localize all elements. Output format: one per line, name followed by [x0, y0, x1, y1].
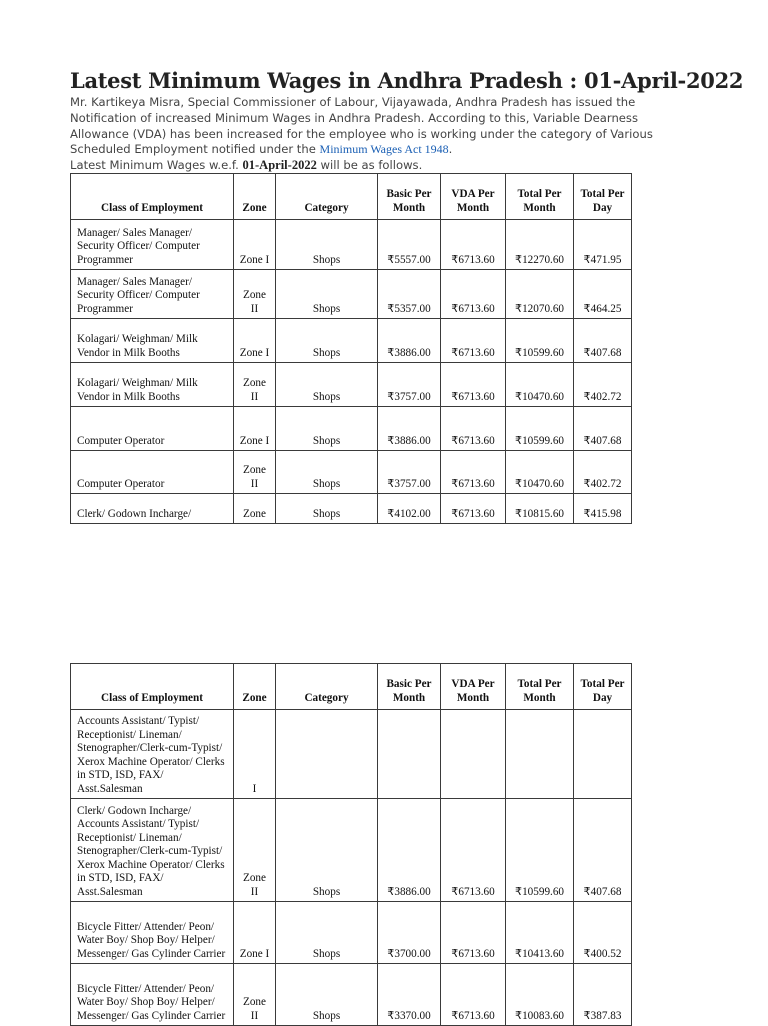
- category-cell: Shops: [276, 270, 378, 319]
- col-header-vda: VDA Per Month: [441, 174, 506, 220]
- zone-cell: Zone I: [234, 220, 276, 270]
- total-day-cell: [574, 710, 632, 799]
- total-month-cell: ₹10815.60: [506, 494, 574, 524]
- vda-cell: ₹6713.60: [441, 319, 506, 363]
- vda-cell: ₹6713.60: [441, 902, 506, 964]
- zone-cell: Zone: [234, 494, 276, 524]
- vda-cell: ₹6713.60: [441, 363, 506, 407]
- table-row: [71, 451, 632, 494]
- total-month-cell: ₹10470.60: [506, 451, 574, 494]
- vda-cell: ₹6713.60: [441, 494, 506, 524]
- wages-table-2: [70, 663, 632, 1026]
- total-day-cell: ₹402.72: [574, 451, 632, 494]
- intro-end: .: [448, 142, 453, 157]
- total-month-cell: ₹10470.60: [506, 363, 574, 407]
- class-cell: Manager/ Sales Manager/ Security Officer/ Computer Programmer: [71, 270, 234, 319]
- zone-cell: Zone II: [234, 363, 276, 407]
- table-row: [71, 363, 632, 407]
- zone-cell: Zone I: [234, 319, 276, 363]
- total-month-cell: ₹10599.60: [506, 319, 574, 363]
- class-cell: Kolagari/ Weighman/ Milk Vendor in Milk Booths: [71, 363, 234, 407]
- total-month-cell: ₹10599.60: [506, 799, 574, 902]
- category-cell: Shops: [276, 407, 378, 451]
- basic-cell: ₹3886.00: [378, 407, 441, 451]
- table-row: [71, 902, 632, 964]
- vda-cell: ₹6713.60: [441, 220, 506, 270]
- col-header-class: Class of Employment: [71, 174, 234, 220]
- table-row: [71, 270, 632, 319]
- effective-suffix: will be as follows.: [320, 158, 423, 172]
- category-cell: Shops: [276, 964, 378, 1026]
- class-cell: Clerk/ Godown Incharge/ Accounts Assistant/ Typist/ Receptionist/ Lineman/ Stenographer/Clerk-cum-Typist/ Xerox Machine Operator/ Clerks in STD, ISD, FAX/ Asst.Salesman: [71, 799, 234, 902]
- category-cell: Shops: [276, 220, 378, 270]
- zone-cell: Zone II: [234, 964, 276, 1026]
- basic-cell: ₹3757.00: [378, 451, 441, 494]
- total-month-cell: [506, 710, 574, 799]
- table-row: [71, 407, 632, 451]
- total-day-cell: ₹402.72: [574, 363, 632, 407]
- col-header-category: Category: [276, 174, 378, 220]
- category-cell: [276, 710, 378, 799]
- table-row: [71, 319, 632, 363]
- col-header-class: Class of Employment: [71, 664, 234, 710]
- col-header-basic: Basic Per Month: [378, 664, 441, 710]
- total-month-cell: ₹10413.60: [506, 902, 574, 964]
- wages-table-1: [70, 173, 632, 524]
- effective-date: 01-April-2022: [242, 158, 317, 172]
- class-cell: Computer Operator: [71, 407, 234, 451]
- basic-cell: ₹3886.00: [378, 799, 441, 902]
- col-header-total-day: Total Per Day: [574, 174, 632, 220]
- col-header-total-month: Total Per Month: [506, 664, 574, 710]
- category-cell: Shops: [276, 902, 378, 964]
- basic-cell: ₹4102.00: [378, 494, 441, 524]
- zone-cell: Zone II: [234, 270, 276, 319]
- class-cell: Bicycle Fitter/ Attender/ Peon/ Water Boy/ Shop Boy/ Helper/ Messenger/ Gas Cylinder Carrier: [71, 964, 234, 1026]
- total-day-cell: ₹471.95: [574, 220, 632, 270]
- zone-cell: Zone I: [234, 407, 276, 451]
- minimum-wages-act-link[interactable]: Minimum Wages Act 1948: [319, 142, 449, 157]
- table-row: [71, 710, 632, 799]
- class-cell: Accounts Assistant/ Typist/ Receptionist/ Lineman/ Stenographer/Clerk-cum-Typist/ Xerox Machine Operator/ Clerks in STD, ISD, FAX/ Asst.Salesman: [71, 710, 234, 799]
- total-month-cell: ₹12270.60: [506, 220, 574, 270]
- table-row: [71, 494, 632, 524]
- vda-cell: ₹6713.60: [441, 964, 506, 1026]
- basic-cell: ₹3757.00: [378, 363, 441, 407]
- col-header-vda: VDA Per Month: [441, 664, 506, 710]
- total-day-cell: ₹464.25: [574, 270, 632, 319]
- total-day-cell: ₹387.83: [574, 964, 632, 1026]
- table-row: [71, 220, 632, 270]
- total-day-cell: ₹400.52: [574, 902, 632, 964]
- page-title: Latest Minimum Wages in Andhra Pradesh : 01-April-2022: [70, 68, 744, 93]
- vda-cell: ₹6713.60: [441, 407, 506, 451]
- total-day-cell: ₹407.68: [574, 799, 632, 902]
- vda-cell: ₹6713.60: [441, 451, 506, 494]
- total-month-cell: ₹12070.60: [506, 270, 574, 319]
- table-row: [71, 964, 632, 1026]
- category-cell: Shops: [276, 363, 378, 407]
- col-header-category: Category: [276, 664, 378, 710]
- class-cell: Computer Operator: [71, 451, 234, 494]
- class-cell: Kolagari/ Weighman/ Milk Vendor in Milk Booths: [71, 319, 234, 363]
- effective-prefix: Latest Minimum Wages w.e.f.: [70, 158, 239, 172]
- vda-cell: ₹6713.60: [441, 799, 506, 902]
- col-header-total-day: Total Per Day: [574, 664, 632, 710]
- vda-cell: ₹6713.60: [441, 270, 506, 319]
- vda-cell: [441, 710, 506, 799]
- basic-cell: ₹5557.00: [378, 220, 441, 270]
- zone-cell: I: [234, 710, 276, 799]
- total-day-cell: ₹407.68: [574, 407, 632, 451]
- total-month-cell: ₹10599.60: [506, 407, 574, 451]
- class-cell: Clerk/ Godown Incharge/: [71, 494, 234, 524]
- col-header-basic: Basic Per Month: [378, 174, 441, 220]
- table-row: [71, 799, 632, 902]
- basic-cell: ₹3700.00: [378, 902, 441, 964]
- total-day-cell: ₹415.98: [574, 494, 632, 524]
- basic-cell: ₹5357.00: [378, 270, 441, 319]
- col-header-total-month: Total Per Month: [506, 174, 574, 220]
- col-header-zone: Zone: [234, 174, 276, 220]
- basic-cell: [378, 710, 441, 799]
- zone-cell: Zone I: [234, 902, 276, 964]
- category-cell: Shops: [276, 494, 378, 524]
- zone-cell: Zone II: [234, 799, 276, 902]
- intro-paragraph: [70, 95, 690, 158]
- intro-text: Mr. Kartikeya Misra, Special Commissioner of Labour, Vijayawada, Andhra Pradesh has issued the Notification of increased Minimum Wages in Andhra Pradesh. According to this, Variable Dearness Allowance (VDA) has been increased for the employee who is working under the category of Various Scheduled Employment notified under the: [70, 95, 653, 157]
- effective-line: [70, 158, 422, 173]
- total-day-cell: ₹407.68: [574, 319, 632, 363]
- total-month-cell: ₹10083.60: [506, 964, 574, 1026]
- basic-cell: ₹3370.00: [378, 964, 441, 1026]
- category-cell: Shops: [276, 451, 378, 494]
- class-cell: Manager/ Sales Manager/ Security Officer/ Computer Programmer: [71, 220, 234, 270]
- category-cell: Shops: [276, 799, 378, 902]
- category-cell: Shops: [276, 319, 378, 363]
- basic-cell: ₹3886.00: [378, 319, 441, 363]
- class-cell: Bicycle Fitter/ Attender/ Peon/ Water Boy/ Shop Boy/ Helper/ Messenger/ Gas Cylinder Carrier: [71, 902, 234, 964]
- zone-cell: Zone II: [234, 451, 276, 494]
- col-header-zone: Zone: [234, 664, 276, 710]
